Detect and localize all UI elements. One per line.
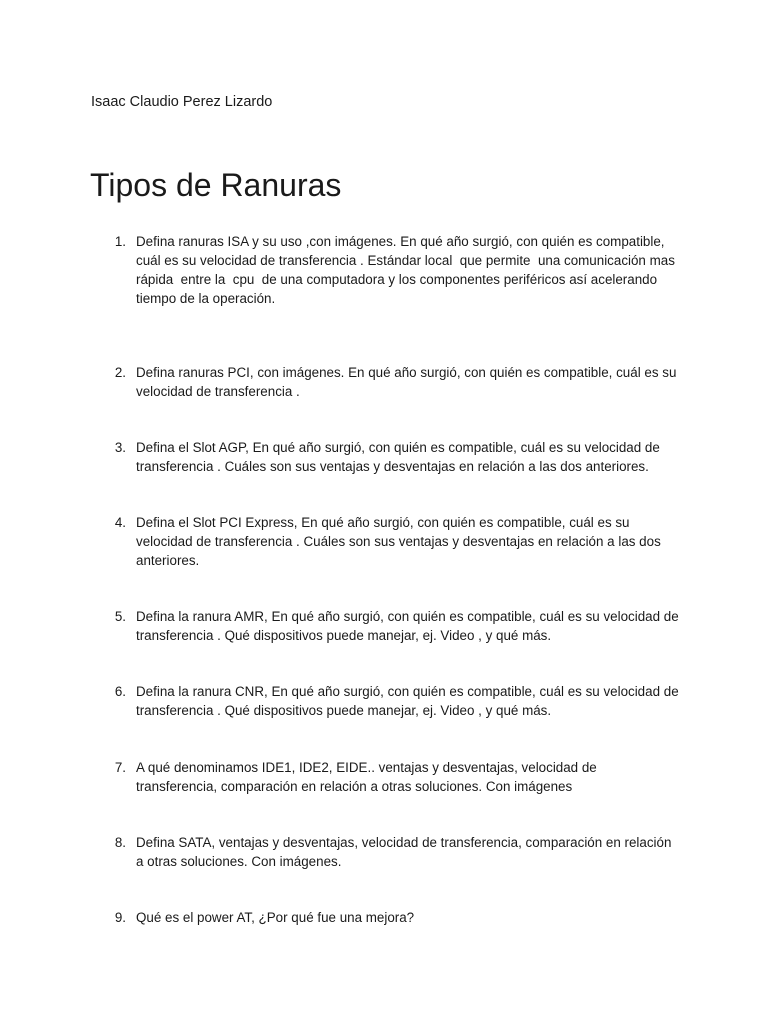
- question-text: Defina la ranura AMR, En qué año surgió, con quién es compatible, cuál es su velocidad de transferencia . Qué dispositivos puede manejar, ej. Video , y qué más.: [136, 609, 683, 643]
- question-number: 7.: [114, 760, 126, 775]
- question-item: [100, 232, 680, 308]
- question-item: [100, 758, 680, 796]
- question-item: [100, 607, 683, 645]
- document-title: Tipos de Ranuras: [90, 167, 342, 203]
- question-item: [100, 682, 683, 720]
- question-text: Defina el Slot AGP, En qué año surgió, con quién es compatible, cuál es su velocidad de transferencia . Cuáles son sus ventajas y desventajas en relación a las dos anteriores.: [136, 440, 664, 474]
- question-text: Qué es el power AT, ¿Por qué fue una mejora?: [136, 910, 415, 925]
- author-name: Isaac Claudio Perez Lizardo: [91, 94, 273, 110]
- question-text: Defina ranuras PCI, con imágenes. En qué año surgió, con quién es compatible, cuál es su velocidad de transferencia .: [136, 365, 681, 399]
- question-text: Defina SATA, ventajas y desventajas, velocidad de transferencia, comparación en relación a otras soluciones. Con imágenes.: [136, 835, 676, 869]
- question-item: [100, 363, 680, 401]
- question-number: 8.: [114, 835, 126, 850]
- question-number: 4.: [114, 515, 126, 530]
- question-item: [100, 513, 680, 570]
- question-text: Defina el Slot PCI Express, En qué año surgió, con quién es compatible, cuál es su velocidad de transferencia . Cuáles son sus ventajas y desventajas en relación a las dos anteriores.: [136, 515, 665, 568]
- question-number: 3.: [114, 440, 126, 455]
- question-number: 1.: [114, 234, 126, 249]
- question-text: Defina la ranura CNR, En qué año surgió, con quién es compatible, cuál es su velocidad de transferencia . Qué dispositivos puede manejar, ej. Video , y qué más.: [136, 684, 683, 718]
- question-item: [100, 908, 680, 927]
- question-number: 5.: [114, 609, 126, 624]
- question-text: Defina ranuras ISA y su uso ,con imágenes. En qué año surgió, con quién es compatible, cuál es su velocidad de transferencia . Estándar local que permite una comunicación mas rápida entre la cpu de una computadora y los componentes periféricos así acelerando tiempo de la operación.: [136, 234, 679, 306]
- question-text: A qué denominamos IDE1, IDE2, EIDE.. ventajas y desventajas, velocidad de transferencia, comparación en relación a otras soluciones. Con imágenes: [136, 760, 601, 794]
- question-number: 9.: [114, 910, 126, 925]
- question-number: 6.: [114, 684, 126, 699]
- question-item: [100, 438, 680, 476]
- question-number: 2.: [114, 365, 126, 380]
- question-item: [100, 833, 680, 871]
